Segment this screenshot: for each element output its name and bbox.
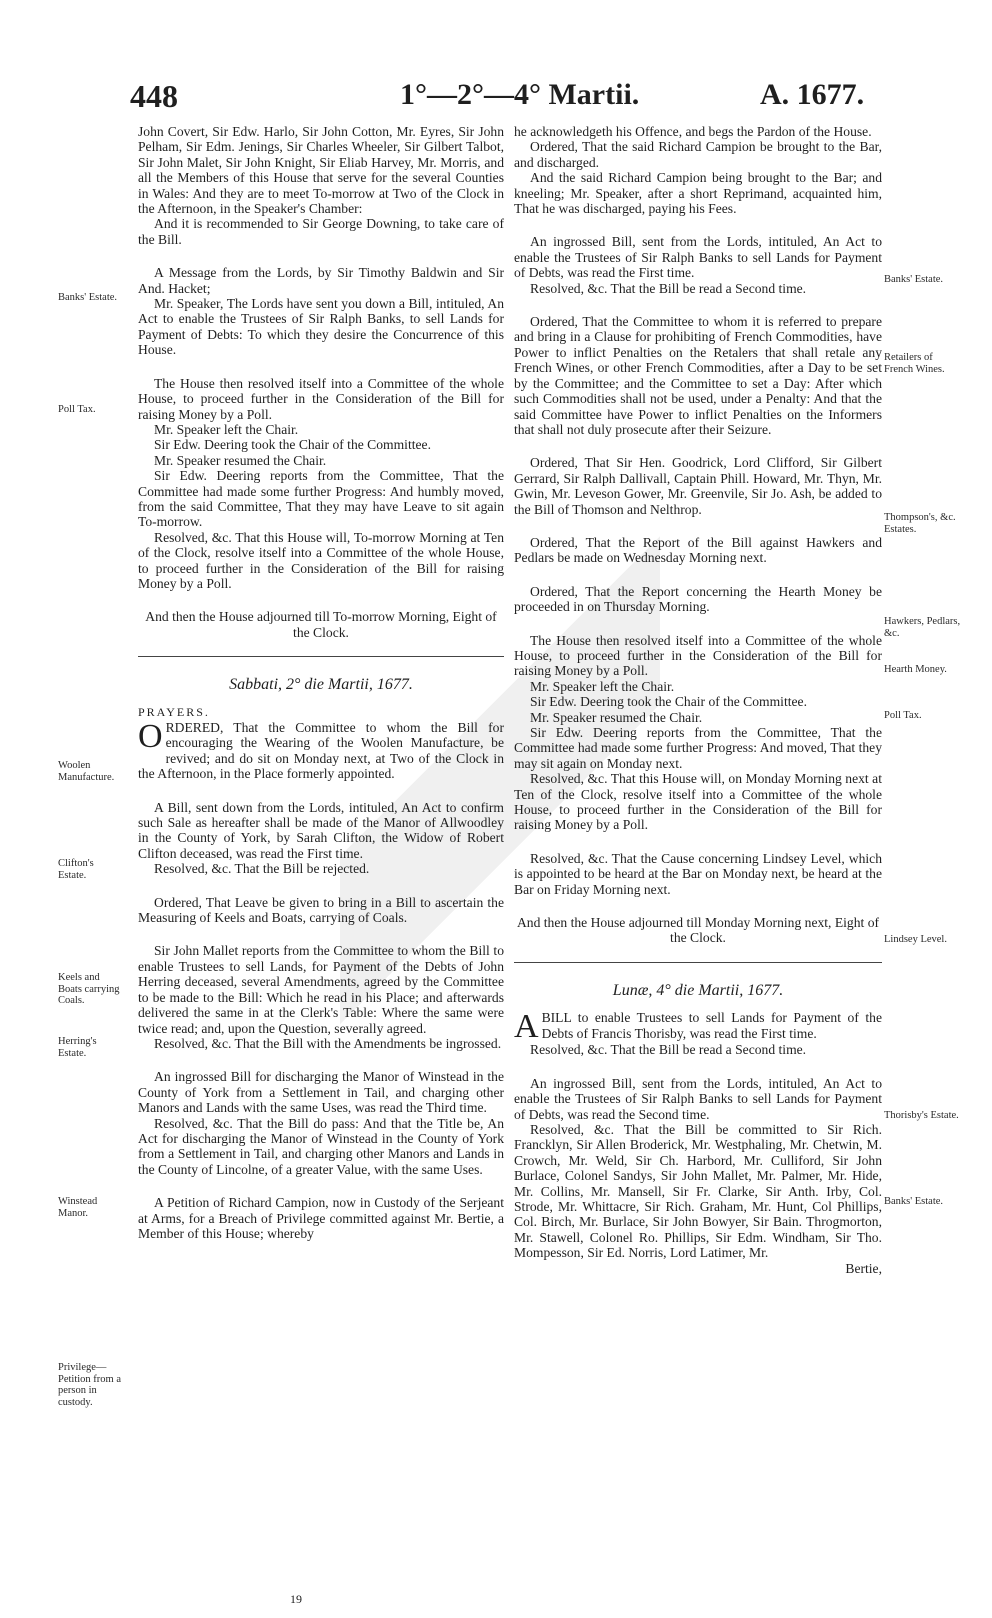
paragraph: Mr. Speaker left the Chair.: [154, 421, 299, 437]
day-heading: Lunæ, 4° die Martii, 1677.: [612, 981, 784, 999]
paragraph: Resolved, &c. That the Bill do pass: And that the Title be, An Act for discharging the Manor of Winstead in the County of York from a Settlement in Tail, and charging other Manors and Lands in the County of Lincolne, of a greater Value, with the same Uses.: [138, 1115, 504, 1177]
drop-cap: O: [138, 718, 163, 755]
paragraph: Ordered, That the said Richard Campion be brought to the Bar, and discharged.: [514, 139, 882, 170]
paragraph: Sir Edw. Deering took the Chair of the Committee.: [154, 437, 431, 453]
paragraph: An ingrossed Bill for discharging the Manor of Winstead in the County of York from a Settlement in Tail, and charging other Manors and Lands with the same Uses, was read the Third time.: [138, 1069, 504, 1116]
section-rule: [138, 656, 504, 657]
paragraph: Resolved, &c. That the Bill be read a Second time.: [530, 280, 807, 296]
paragraph: A Petition of Richard Campion, now in Custody of the Serjeant at Arms, for a Breach of Privilege committed against Mr. Bertie, a Member of this House; whereby: [138, 1195, 504, 1241]
paragraph: Sir Edw. Deering took the Chair of the Committee.: [530, 694, 807, 710]
margin-note: Hawkers, Pedlars, &c.: [884, 616, 961, 639]
margin-note: Thompson's, &c. Estates.: [884, 512, 956, 535]
paragraph: ORDERED, That the Committee to whom the Bill for encouraging the Wearing of the Woolen Manufacture, be revived; and do sit on Monday next, at Two of the Clock in the Afternoon, in the Place formerly appointed.: [138, 718, 504, 782]
margin-note: Thorisby's Estate.: [884, 1110, 959, 1121]
margin-note: Clifton's Estate.: [58, 858, 94, 881]
paragraph: An ingrossed Bill, sent from the Lords, intituled, An Act to enable the Trustees of Sir Ralph Banks to sell Lands for Payment of Debts, was read the Second time.: [514, 1075, 882, 1122]
paragraph: Sir Edw. Deering reports from the Committee, That the Committee had made some further Progress: And moved, That they may sit again on Monday next.: [514, 725, 882, 771]
paragraph: Resolved, &c. That the Bill be committed to Sir Rich. Francklyn, Sir Allen Broderick, Mr. Westphaling, Mr. Chetwin, M. Crowch, Mr. Weld, Sir Ch. Harbord, Mr. Culliford, Sir John Burlace, Colonel Sandys, Sir John Mallet, Mr. Palmer, Mr. Hide, Mr. Collins, Mr. Mansell, Sir Fr. Clarke, Sir Anth. Irby, Col. Strode, Mr. Whittacre, Sir Rich. Graham, Mr. Hunt, Col Phillips, Col. Birch, Mr. Burlace, Sir John Bowyer, Sir Bain. Throgmorton, Mr. Stawell, Colonel Ro. Phillips, Sir Edm. Windham, Sir Tho. Mompesson, Sir Ed. Norris, Lord Latimer, Mr.: [514, 1121, 882, 1261]
paragraph: An ingrossed Bill, sent from the Lords, intituled, An Act to enable the Trustees of Sir Ralph Banks to sell Lands for Payment of Debts, was read the First time.: [514, 234, 882, 281]
prayers-label: PRAYERS.: [138, 704, 210, 719]
margin-note: Privilege—Petition from a person in custody.: [58, 1362, 121, 1408]
paragraph: And it is recommended to Sir George Downing, to take care of the Bill.: [138, 216, 504, 247]
paragraph: A Message from the Lords, by Sir Timothy Baldwin and Sir And. Hacket;: [138, 265, 504, 296]
section-rule: [514, 962, 882, 963]
running-head-dates: 1°—2°—4° Martii.: [400, 78, 640, 111]
paragraph: Ordered, That Sir Hen. Goodrick, Lord Clifford, Sir Gilbert Gerrard, Sir Ralph Dallivall, Captain Phill. Howard, Mr. Thyn, Mr. Gwin, Mr. Leveson Gower, Mr. Greenvile, Sir Jo. Ash, be added to the Bill of Thomson and Nelthrop.: [514, 455, 882, 517]
margin-note: Retailers of French Wines.: [884, 352, 945, 375]
signature-mark: 19: [290, 1592, 302, 1606]
paragraph: A Bill, sent down from the Lords, intituled, An Act to confirm such Sale as hereafter shall be made of the Manor of Allwoodley in the County of York, by Sarah Clifton, the Widow of Robert Clifton deceased, was read the First time.: [138, 799, 504, 861]
paragraph: Mr. Speaker resumed the Chair.: [530, 709, 703, 725]
margin-note: Banks' Estate.: [58, 292, 118, 303]
paragraph: Mr. Speaker resumed the Chair.: [154, 452, 327, 468]
page-number: 448: [130, 78, 178, 114]
margin-note: Banks' Estate.: [884, 274, 944, 285]
paragraph: Sir Edw. Deering reports from the Committee, That the Committee had made some further Progress: And humbly moved, from the said Committee, That they may have Leave to sit again To-morrow.: [138, 468, 504, 530]
paragraph: Resolved, &c. That the Cause concerning Lindsey Level, which is appointed to be heard at the Bar on Monday next, be heard at the Bar on Friday Morning next.: [514, 850, 882, 897]
paragraph: Resolved, &c. That the Bill with the Amendments be ingrossed.: [154, 1035, 502, 1051]
margin-note: Poll Tax.: [884, 710, 922, 721]
paragraph: ABILL to enable Trustees to sell Lands for Payment of the Debts of Francis Thorisby, was read the First time.: [514, 1008, 882, 1046]
margin-note: Herring's Estate.: [58, 1036, 97, 1059]
margin-note: Keels and Boats carrying Coals.: [58, 972, 120, 1006]
adjournment: And then the House adjourned till Monday Morning next, Eight of the Clock.: [516, 915, 880, 946]
margin-note: Hearth Money.: [884, 664, 947, 675]
paragraph: Resolved, &c. That the Bill be rejected.: [154, 861, 370, 877]
day-heading: Sabbati, 2° die Martii, 1677.: [229, 676, 413, 694]
paragraph: John Covert, Sir Edw. Harlo, Sir John Cotton, Mr. Eyres, Sir John Pelham, Sir Edm. Jenings, Sir Charles Wheeler, Sir Gilbert Talbot, Sir John Malet, Sir John Knight, Sir Eliab Harvey, Mr. Morris, and all the Members of this House that serve for the several Counties in Wales: And they are to meet To-morrow at Two of the Clock in the Afternoon, in the Speaker's Chamber:: [138, 124, 504, 217]
paragraph: Mr. Speaker, The Lords have sent you down a Bill, intituled, An Act to enable the Trustees of Sir Ralph Banks, to sell Lands for Payment of Debts: To which they desire the Concurrence of this House.: [138, 296, 504, 358]
paragraph: And the said Richard Campion being brought to the Bar; and kneeling; Mr. Speaker, after a short Reprimand, acquainted him, That he was discharged, paying his Fees.: [514, 170, 882, 217]
left-column: [138, 124, 504, 1241]
paragraph: Resolved, &c. That the Bill be read a Second time.: [530, 1042, 807, 1058]
adjournment: And then the House adjourned till To-morrow Morning, Eight of the Clock.: [145, 609, 497, 640]
paragraph: Ordered, That Leave be given to bring in a Bill to ascertain the Measuring of Keels and Boats, carrying of Coals.: [138, 894, 504, 926]
paragraph: Resolved, &c. That this House will, To-morrow Morning at Ten of the Clock, resolve itself into a Committee of the whole House, to proceed further in the Consideration of the Bill for raising Money by a Poll.: [138, 529, 504, 591]
margin-note: Poll Tax.: [58, 404, 96, 415]
right-column: [514, 124, 882, 1276]
paragraph: Ordered, That the Committee to whom it is referred to prepare and bring in a Clause for prohibiting of French Commodities, have Power to inflict Penalties on the Retalers that shall retale any French Wines, or other French Commodities, after a Day to be set by the Committee; and the Committee to set a Day: After which such Commodities shall not be used, under a Penalty: And that the said Committee have Power to inflict Penalties on the Informers that shall not duly prosecute after their Seizure.: [514, 314, 882, 437]
margin-note: Banks' Estate.: [884, 1196, 944, 1207]
paragraph: The House then resolved itself into a Committee of the whole House, to proceed further in the Consideration of the Bill for raising Money by a Poll.: [514, 632, 882, 679]
paragraph: The House then resolved itself into a Committee of the whole House, to proceed further in the Consideration of the Bill for raising Money by a Poll.: [138, 375, 504, 422]
paragraph: he acknowledgeth his Offence, and begs the Pardon of the House.: [514, 124, 872, 139]
paragraph: Ordered, That the Report concerning the Hearth Money be proceeded in on Thursday Morning.: [514, 583, 882, 615]
drop-cap: A: [514, 1008, 539, 1046]
paragraph: Mr. Speaker left the Chair.: [530, 678, 675, 694]
margin-note: Woolen Manufacture.: [58, 760, 115, 783]
margin-note: Lindsey Level.: [884, 934, 947, 945]
margin-note: Winstead Manor.: [58, 1196, 98, 1219]
paragraph: Resolved, &c. That this House will, on Monday Morning next at Ten of the Clock, resolve itself into a Committee of the whole House, to proceed further in the Consideration of the Bill for raising Money by a Poll.: [514, 771, 882, 833]
catchword: Bertie,: [845, 1260, 882, 1276]
running-head-year: A. 1677.: [760, 78, 865, 111]
paragraph: Ordered, That the Report of the Bill against Hawkers and Pedlars be made on Wednesday Morning next.: [514, 534, 882, 566]
paragraph: Sir John Mallet reports from the Committee to whom the Bill to enable Trustees to sell Lands, for Payment of the Debts of John Herring deceased, several Amendments, agreed by the Committee to be made to the Bill: Which he read in his Place; and afterwards delivered the same in at the Clerk's Table: Where the same were twice read; and, upon the Question, severally agreed.: [138, 943, 504, 1036]
